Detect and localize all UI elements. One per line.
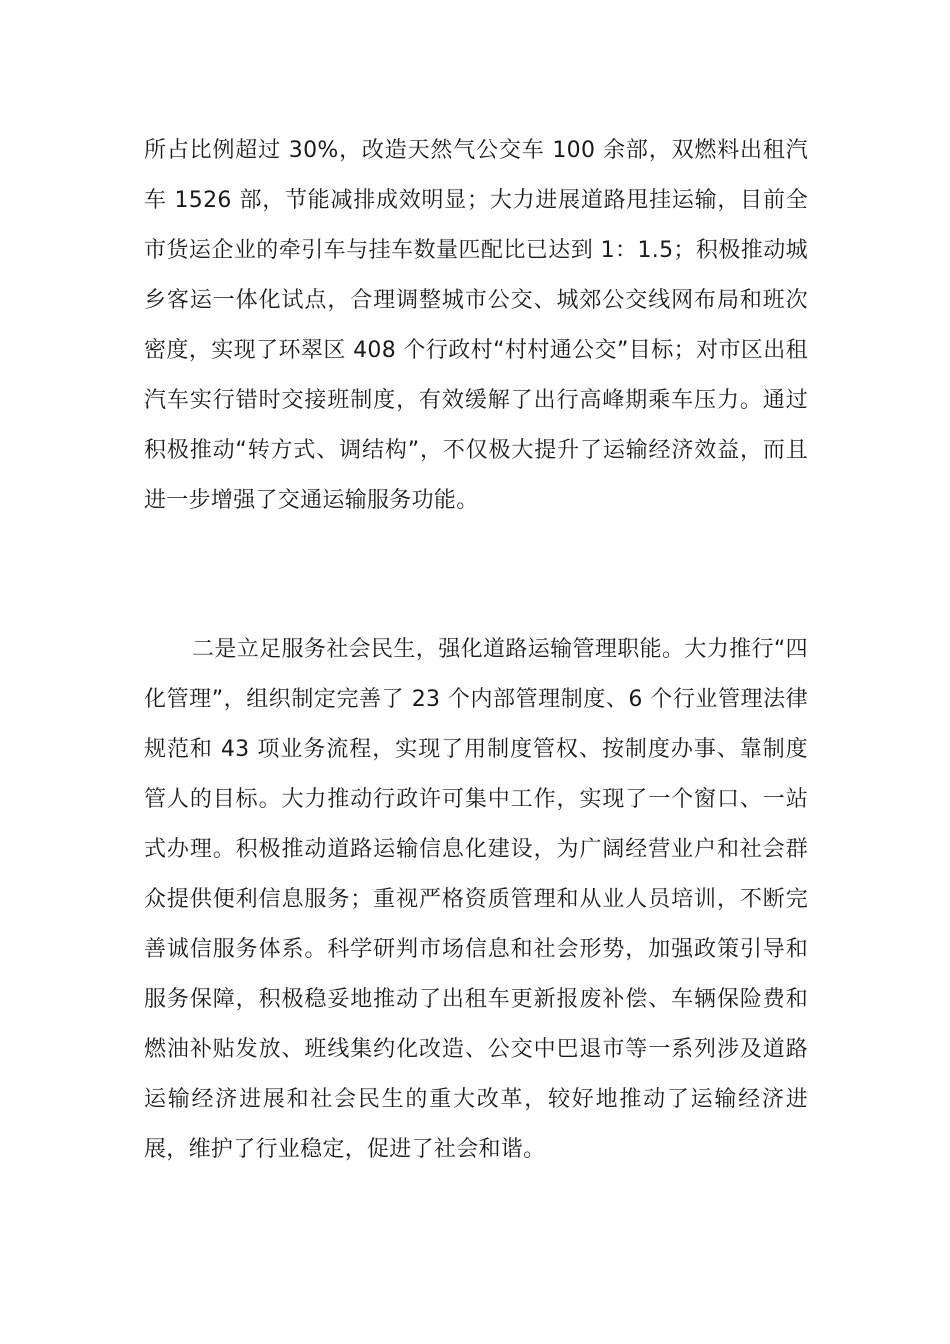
body-paragraph-2: 二是立足服务社会民生，强化道路运输管理职能。大力推行“四化管理”，组织制定完善了 23 个内部管理制度、6 个行业管理法律规范和 43 项业务流程，实现了用制度管权、按制度办事、靠制度管人的目标。大力推动行政许可集中工作，实现了一个窗口、一站式办理。积极推动道路运输信息化建设，为广阔经营业户和社会群众提供便利信息服务；重视严格资质管理和从业人员培训，不断完善诚信服务体系。科学研判市场信息和社会形势，加强政策引导和服务保障，积极稳妥地推动了出租车更新报废补偿、车辆保险费和燃油补贴发放、班线集约化改造、公交中巴退市等一系列涉及道路运输经济进展和社会民生的重大改革，较好地推动了运输经济进展，维护了行业稳定，促进了社会和谐。 [144,637,808,1162]
body-paragraph-1: 所占比例超过 30%，改造天然气公交车 100 余部，双燃料出租汽车 1526 部，节能减排成效明显；大力进展道路甩挂运输，目前全市货运企业的牵引车与挂车数量匹配比已达到 1：1.5；积极推动城乡客运一体化试点，合理调整城市公交、城郊公交线网布局和班次密度，实现了环翠区 408 个行政村“村村通公交”目标；对市区出租汽车实行错时交接班制度，有效缓解了出行高峰期乘车压力。通过积极推动“转方式、调结构”，不仅极大提升了运输经济效益，而且进一步增强了交通运输服务功能。 [144,138,808,513]
